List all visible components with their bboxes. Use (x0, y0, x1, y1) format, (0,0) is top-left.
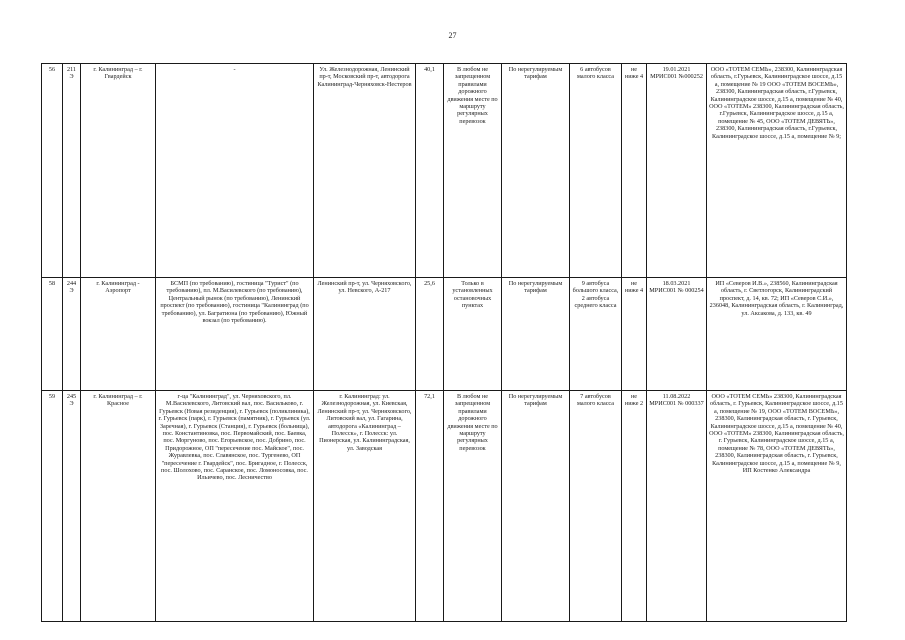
certificate: 18.03.2021 МРИС001 № 000254 (647, 278, 707, 391)
boarding-procedure: Только в установленных остановочных пунктах (444, 278, 502, 391)
certificate: 19.01.2021 МРИС001 №000252 (647, 64, 707, 278)
tariff-type: По нерегулируемым тарифам (502, 64, 570, 278)
route-register-table (41, 63, 847, 622)
tariff-type: По нерегулируемым тарифам (502, 278, 570, 391)
boarding-procedure: В любом не запрещенном правилами дорожного движения месте по маршруту регулярных перевозок (444, 64, 502, 278)
route-number: 244 Э (63, 278, 81, 391)
carrier-info: ООО «ТОТЕМ СЕМЬ», 238300, Калининградская область, г.Гурьевск, Калининградское шоссе, д.15 а, помещение № 19 ООО «ТОТЕМ ВОСЕМЬ», 238300, Калининградская область, г.Гурьевск, Калининградское шоссе, д.15 а, помещение № 40, ООО «ТОТЕМ» 238300, Калининградская область, г.Гурьевск, Калининградское шоссе, д.15 а, помещение № 45, ООО «ТОТЕМ ДЕВЯТЬ», 238300, Калининградская область, г.Гурьевск, Калининградское шоссе, д.15 а, помещение № 9; (707, 64, 847, 278)
tariff-type: По нерегулируемым тарифам (502, 391, 570, 622)
route-length: 25,6 (416, 278, 444, 391)
route-name: г. Калининград – г. Гвардейск (81, 64, 156, 278)
streets-list: Ленинский пр-т, ул. Черняховского, ул. Невского, А-217 (314, 278, 416, 391)
eco-class: не ниже 4 (622, 64, 647, 278)
row-number: 56 (42, 64, 63, 278)
carrier-info: ИП «Северов И.В.», 238560, Калининградская область, г. Светлогорск, Калининградский проспект, д. 14, кв. 72; ИП «Северов С.И.», 236048, Калининградская область, г. Калининград, ул. Аксакова, д. 133, кв. 49 (707, 278, 847, 391)
carrier-info: ООО «ТОТЕМ СЕМЬ» 238300, Калининградская область, г. Гурьевск, Калининградское шоссе, д.15 а, помещение № 19, ООО «ТОТЕМ ВОСЕМЬ», 238300, Калининградская область, г. Гурьевск, Калининградское шоссе, д.15 а, помещение № 40, ООО «ТОТЕМ» 238300, Калининградская область, г. Гурьевск, Калининградское шоссе, д.15 а, помещение № 78, ООО «ТОТЕМ ДЕВЯТЬ», 238300, Калининградская область, г. Гурьевск, Калининградское шоссе, д.15 а, помещение № 9, ИП Костенко Александра (707, 391, 847, 622)
route-length: 72,1 (416, 391, 444, 622)
table-row (42, 391, 847, 622)
boarding-procedure: В любом не запрещенном правилами дорожного движения месте по маршруту регулярных перевозок (444, 391, 502, 622)
streets-list: г. Калининград: ул. Железнодорожная, ул. Киевская, Ленинский пр-т, ул. Черняховского, Литовский вал, ул. Гагарина, автодорога «Калининград – Полесск», г. Полесск: ул. Пионерская, ул. Калининградская, ул. Заводская (314, 391, 416, 622)
stops-list: - (156, 64, 314, 278)
vehicle-count: 9 автобуса большого класса, 2 автобуса среднего класса (570, 278, 622, 391)
stops-list: г-ца "Калининград", ул. Черняховского, пл. М.Василевского, Литовский вал, пос. Васильково, г. Гурьевск (Новая резиденция), г. Гурьевск (поликлиника), г. Гурьевск (парк), г. Гурьевск (памятник), г. Гурьевск (ул. Заречная), г. Гурьевск (Станция), г. Гурьевск (больница), пос. Константиновка, пос. Первомайский, пос. Баевка, пос. Моргуново, пос. Егорьевское, пос. Добрино, пос. Придорожное, ОП "пересечение пос. Майское", пос. Журавлевка, пос. Славянское, пос. Тургенево, ОП "пересечение г. Гвардейск", пос. Бригадное, г. Полесск, пос. Шолохово, пос. Саранское, пос. Ломоносовка, пос. Ильичево, пос. Лесничество (156, 391, 314, 622)
route-number: 245 Э (63, 391, 81, 622)
row-number: 58 (42, 278, 63, 391)
table-row (42, 64, 847, 278)
route-length: 40,1 (416, 64, 444, 278)
certificate: 11.08.2022 МРИС001 № 000337 (647, 391, 707, 622)
streets-list: Ул. Железнодорожная, Ленинский пр-т, Московский пр-т, автодорога Калининград-Черняховск-Нестеров (314, 64, 416, 278)
route-number: 211 Э (63, 64, 81, 278)
vehicle-count: 6 автобусов малого класса (570, 64, 622, 278)
stops-list: БСМП (по требованию), гостиница "Турист" (по требованию), пл. М.Василевского (по требованию), Центральный рынок (по требованию), Ленинский проспект (по требованию), гостиница "Калининград (по требованию), ул. Багратиона (по требованию), Южный вокзал (по требованию). (156, 278, 314, 391)
route-name: г. Калининград – г. Красное (81, 391, 156, 622)
row-number: 59 (42, 391, 63, 622)
eco-class: не ниже 2 (622, 391, 647, 622)
route-name: г. Калининград - Аэропорт (81, 278, 156, 391)
table-row (42, 278, 847, 391)
page-number: 27 (448, 31, 457, 40)
eco-class: не ниже 4 (622, 278, 647, 391)
vehicle-count: 7 автобусов малого класса (570, 391, 622, 622)
